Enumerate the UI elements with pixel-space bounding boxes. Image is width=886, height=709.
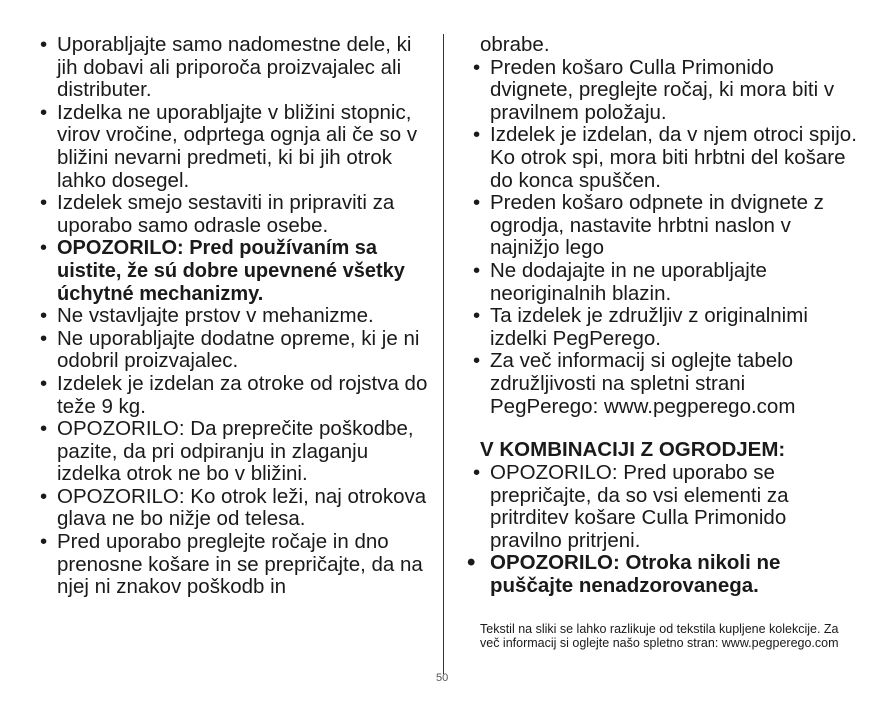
- list-item-warning: • OPOZORILO: Pred používaním sa uistite, že sú dobre upevnené všetky úchytné mechanizmy.: [30, 237, 435, 305]
- list-item: • Pred uporabo preglejte ročaje in dno prenosne košare in se prepričajte, da na njej ni znakov poškodb in: [30, 531, 435, 599]
- list-item: • Ne vstavljajte prstov v mehanizme.: [30, 305, 435, 328]
- column-divider: [443, 34, 444, 674]
- safety-list-left: [30, 34, 435, 599]
- list-item: • Izdelek je izdelan, da v njem otroci spijo. Ko otrok spi, mora biti hrbtni del košare do konca spuščen.: [463, 124, 858, 192]
- list-item: • OPOZORILO: Pred uporabo se prepričajte, da so vsi elementi za pritrditev košare Culla Primonido pravilno pritrjeni.: [463, 462, 858, 552]
- continued-text: obrabe.: [480, 33, 550, 56]
- safety-list-right: [463, 57, 858, 419]
- list-item-warning: • OPOZORILO: Otroka nikoli ne puščajte nenadzorovanega.: [463, 552, 858, 597]
- section-heading: V KOMBINACIJI Z OGRODJEM:: [480, 438, 786, 462]
- right-column: [463, 34, 858, 650]
- list-item: • Ne dodajajte in ne uporabljajte neoriginalnih blazin.: [463, 260, 858, 305]
- list-item: • Uporabljajte samo nadomestne dele, ki jih dobavi ali priporoča proizvajalec ali distributer.: [30, 34, 435, 102]
- list-item: • Ne uporabljajte dodatne opreme, ki je ni odobril proizvajalec.: [30, 328, 435, 373]
- left-column: [30, 34, 435, 599]
- list-item: • Izdelek smejo sestaviti in pripraviti za uporabo samo odrasle osebe.: [30, 192, 435, 237]
- list-item: • Preden košaro odpnete in dvignete z ogrodja, nastavite hrbtni naslon v najnižjo lego: [463, 192, 858, 260]
- list-item: • OPOZORILO: Da preprečite poškodbe, pazite, da pri odpiranju in zlaganju izdelka otrok ne bo v bližini.: [30, 418, 435, 486]
- list-item: • Izdelka ne uporabljajte v bližini stopnic, virov vročine, odprtega ognja ali če so v bližini nevarni predmeti, ki bi jih otrok lahko dosegel.: [30, 102, 435, 192]
- list-item: • Preden košaro Culla Primonido dvignete, preglejte ročaj, ki mora biti v pravilnem položaju.: [463, 57, 858, 125]
- list-item: • Za več informacij si oglejte tabelo združljivosti na spletni strani PegPerego: www.pegperego.com: [463, 350, 858, 418]
- list-item: • OPOZORILO: Ko otrok leži, naj otrokova glava ne bo nižje od telesa.: [30, 486, 435, 531]
- chassis-list: [463, 462, 858, 598]
- footnote: Tekstil na sliki se lahko razlikuje od tekstila kupljene kolekcije. Za več informacij si oglejte našo spletno stran: www.pegperego.com: [480, 621, 839, 650]
- list-item: • Ta izdelek je združljiv z originalnimi izdelki PegPerego.: [463, 305, 858, 350]
- page-number: 50: [436, 672, 449, 684]
- list-item: • Izdelek je izdelan za otroke od rojstva do teže 9 kg.: [30, 373, 435, 418]
